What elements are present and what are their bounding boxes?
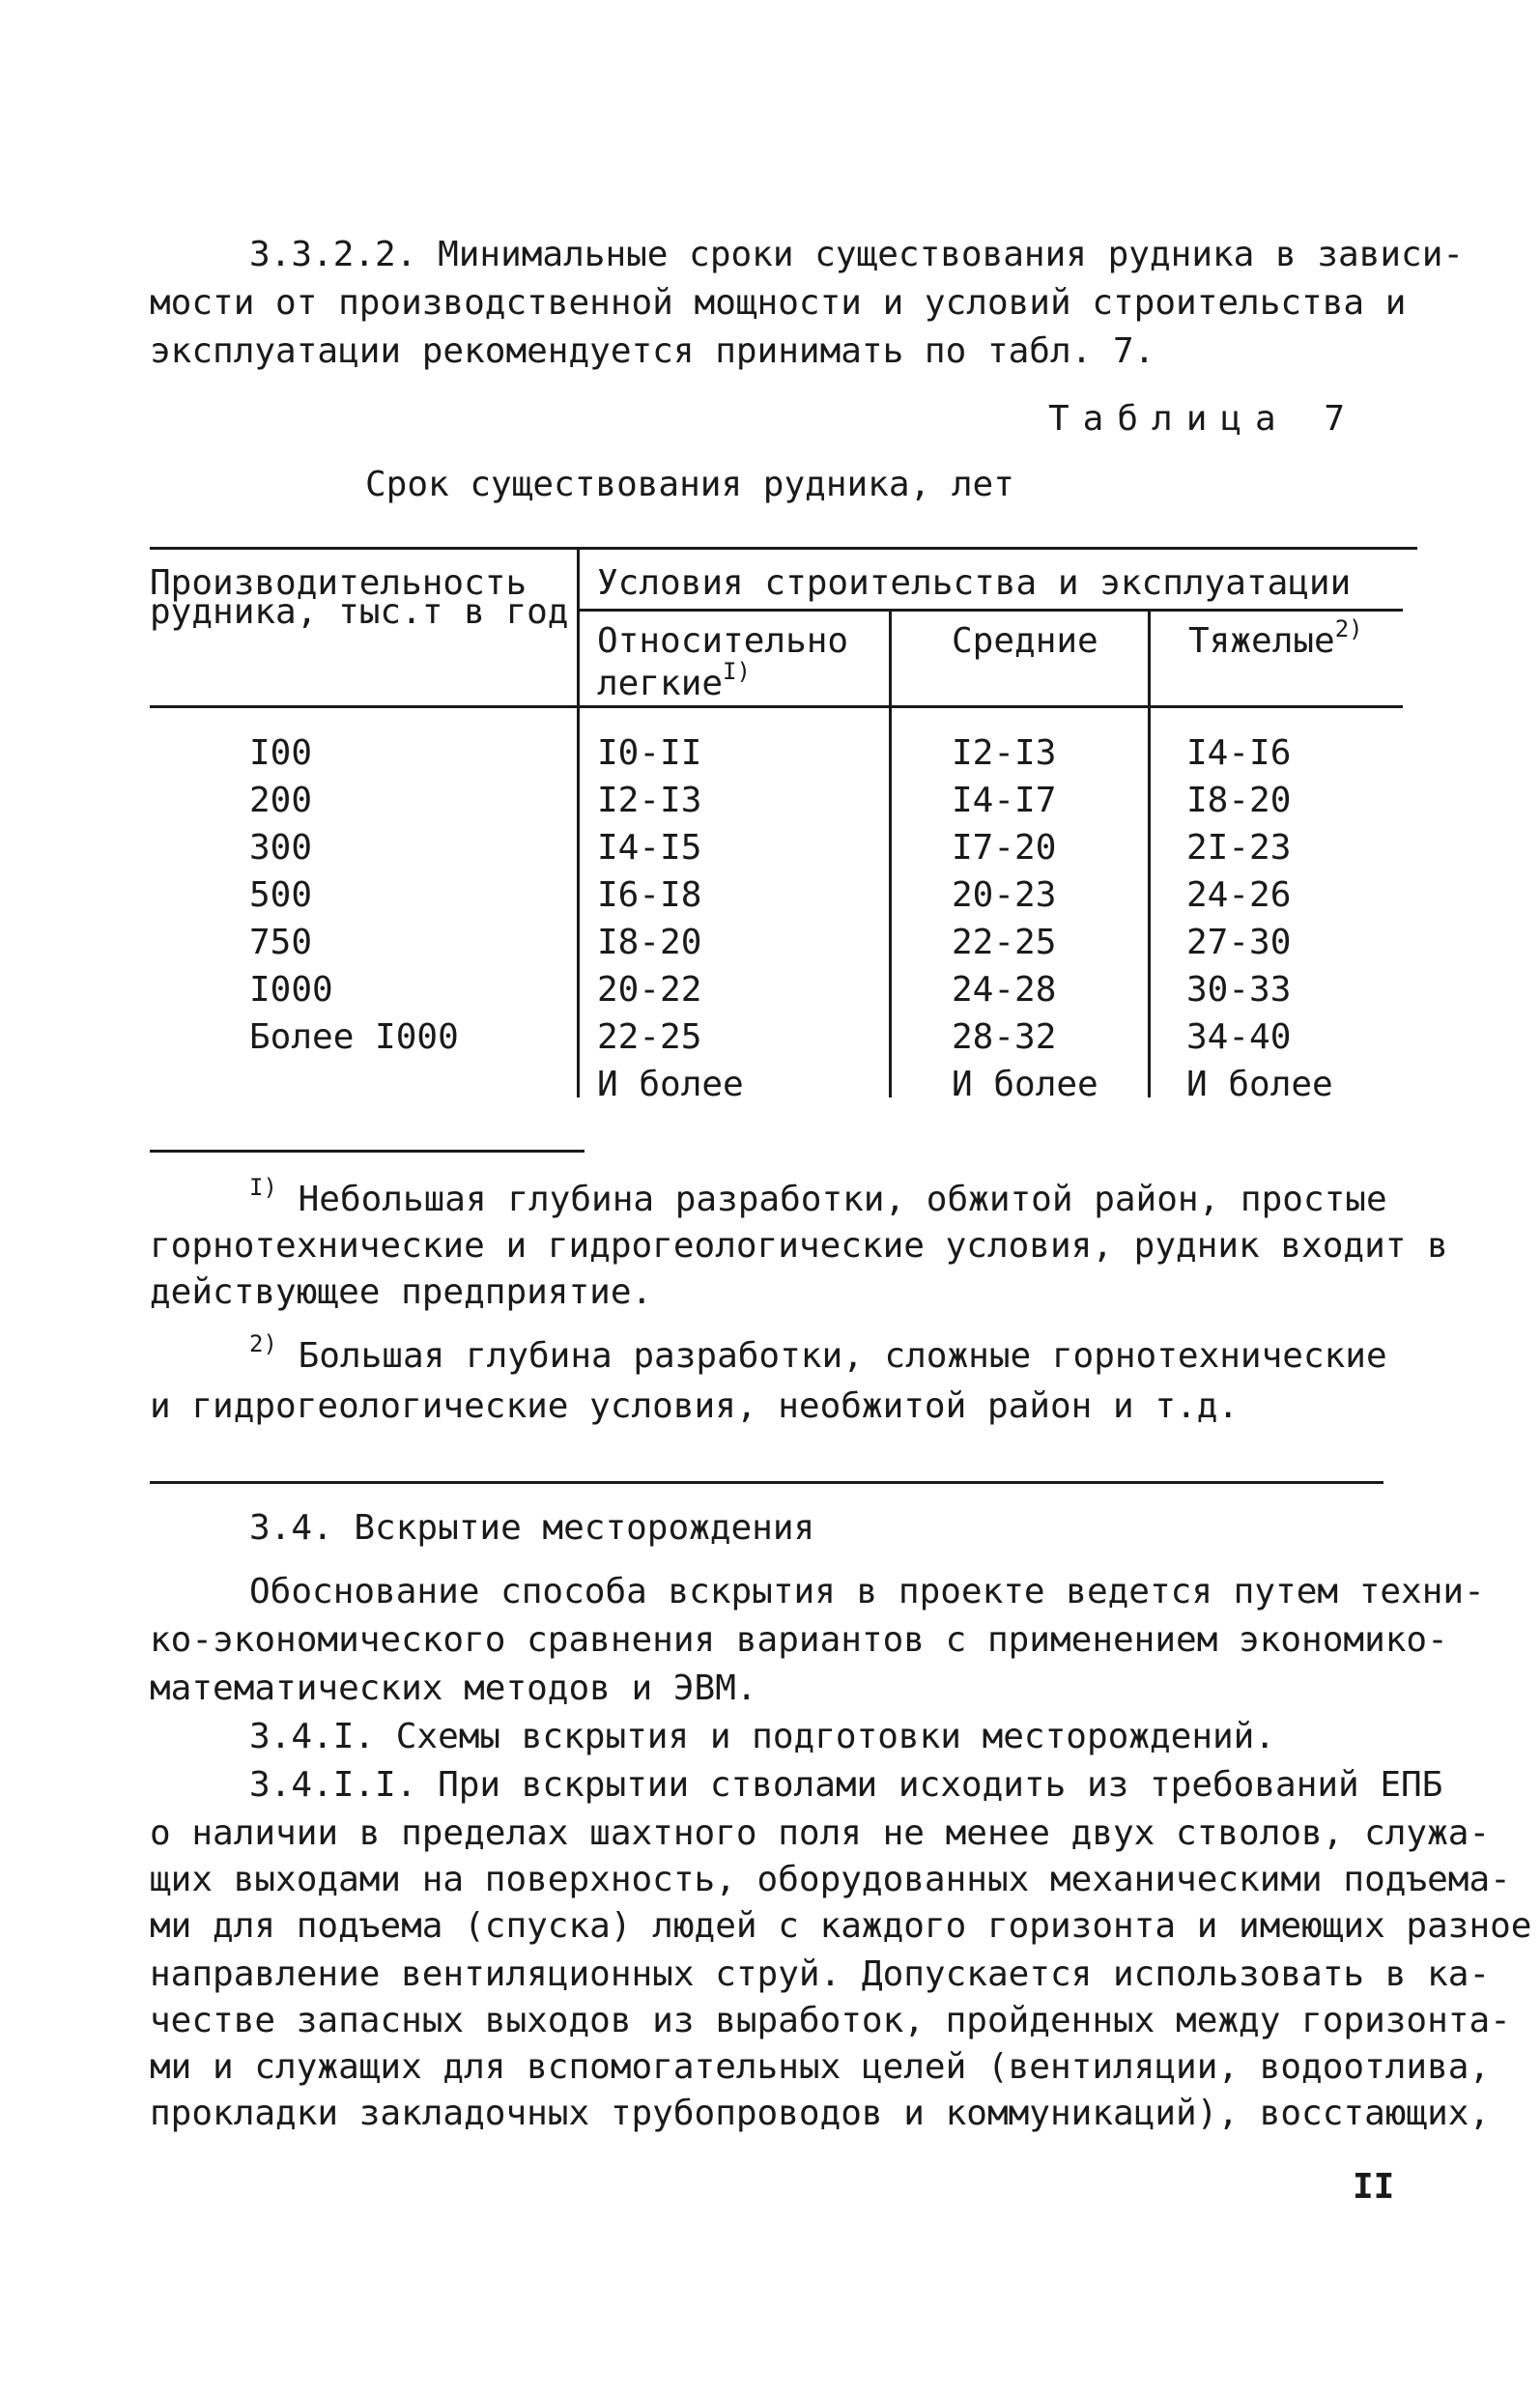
para-341: 3.4.I. Схемы вскрытия и подготовки месторождений. [249, 1717, 1276, 1756]
table-label: Таблица 7 [1048, 399, 1359, 439]
cell-heavy: 2I-23 [1186, 828, 1292, 868]
para-3411-line3: щих выходами на поверхность, оборудованных механическими подъема- [150, 1860, 1511, 1899]
cell-medium: 20-23 [952, 875, 1057, 915]
cell-heavy: I8-20 [1186, 781, 1292, 820]
header-light-line1: Относительно [597, 621, 849, 661]
cell-heavy: 34-40 [1186, 1017, 1292, 1057]
footnote-1-line1: $^{I)}$ Небольшая глубина разработки, обжитой район, простые [249, 1174, 1387, 1219]
page-number: II [1353, 2167, 1395, 2207]
para-3411-line2: о наличии в пределах шахтного поля не менее двух стволов, служа- [150, 1813, 1491, 1853]
cell-heavy: 30-33 [1186, 970, 1292, 1010]
para-34-p1-line3: математических методов и ЭВМ. [150, 1668, 757, 1708]
cell-medium: I7-20 [952, 828, 1057, 868]
cell-light: 20-22 [597, 970, 702, 1010]
para-3411-line8: прокладки закладочных трубопроводов и коммуникаций), восстающих, [150, 2094, 1491, 2133]
table-header-bottom-rule [150, 705, 1403, 708]
footnote-2-line2: и гидрогеологические условия, необжитой район и т.д. [150, 1386, 1240, 1426]
para-3411-line5: направление вентиляционных струй. Допускается использовать в ка- [150, 1954, 1491, 1994]
cell-light: I2-I3 [597, 781, 702, 820]
para-332-line1: 3.3.2.2. Минимальные сроки существования рудника в зависи- [249, 235, 1465, 274]
cell-capacity: 200 [249, 781, 313, 820]
cell-heavy: 24-26 [1186, 875, 1292, 915]
cell-medium: I4-I7 [952, 781, 1057, 820]
table-top-rule [150, 547, 1417, 550]
cell-light: И более [597, 1065, 744, 1104]
para-332-line3: эксплуатации рекомендуется принимать по табл. 7. [150, 331, 1155, 371]
cell-medium: I2-I3 [952, 733, 1057, 773]
cell-capacity: 750 [249, 923, 313, 962]
para-3411-line1: 3.4.I.I. При вскрытии стволами исходить из требований ЕПБ [249, 1765, 1443, 1805]
cell-medium: И более [952, 1065, 1098, 1104]
cell-light: I0-II [597, 733, 702, 773]
table-caption: Срок существования рудника, лет [365, 465, 1014, 504]
para-34-p1-line1: Обоснование способа вскрытия в проекте ведется путем техни- [249, 1572, 1485, 1611]
footnote-ref-1: I) [723, 658, 751, 685]
header-heavy: Тяжелые$^{2)}$ [1188, 615, 1363, 661]
header-capacity-line2: рудника, тыс.т в год [150, 592, 569, 632]
cell-medium: 24-28 [952, 970, 1057, 1010]
cell-medium: 22-25 [952, 923, 1057, 962]
header-light-line2: легкие$^{I)}$ [597, 658, 751, 703]
cell-heavy: 27-30 [1186, 923, 1292, 962]
section-separator [150, 1481, 1383, 1484]
footnote-1-mark: I) [249, 1174, 277, 1201]
footnote-2-mark: 2) [249, 1330, 277, 1357]
cell-heavy: И более [1186, 1065, 1333, 1104]
table-divider-1 [577, 547, 580, 1098]
footnote-ref-2: 2) [1334, 615, 1363, 642]
cell-light: I6-I8 [597, 875, 702, 915]
cell-capacity: 500 [249, 875, 313, 915]
footnote-separator [150, 1150, 585, 1153]
cell-capacity: Более I000 [249, 1017, 459, 1057]
header-conditions-group: Условия строительства и эксплуатации [597, 563, 1352, 603]
footnote-2-line1: $^{2)}$ Большая глубина разработки, сложные горнотехнические [249, 1330, 1387, 1376]
cell-medium: 28-32 [952, 1017, 1057, 1057]
cell-heavy: I4-I6 [1186, 733, 1292, 773]
cell-light: 22-25 [597, 1017, 702, 1057]
para-3411-line6: честве запасных выходов из выработок, пройденных между горизонта- [150, 2001, 1511, 2040]
para-3411-line7: ми и служащих для вспомогательных целей (вентиляции, водоотлива, [150, 2047, 1491, 2087]
cell-light: I4-I5 [597, 828, 702, 868]
para-332-line2: мости от производственной мощности и условий строительства и [150, 283, 1407, 323]
header-capacity-line1: Производительность [150, 563, 528, 603]
cell-capacity: I000 [249, 970, 333, 1010]
para-3411-line4: ми для подъема (спуска) людей с каждого горизонта и имеющих разное [150, 1906, 1532, 1946]
footnote-1-line3: действующее предприятие. [150, 1272, 653, 1312]
cell-capacity: 300 [249, 828, 313, 868]
table-divider-3 [1148, 609, 1151, 1098]
header-medium: Средние [952, 621, 1098, 661]
table-divider-2 [889, 609, 892, 1098]
footnote-1-line2: горнотехнические и гидрогеологические условия, рудник входит в [150, 1226, 1448, 1266]
table-subheader-rule [580, 609, 1403, 612]
para-34-p1-line2: ко-экономического сравнения вариантов с применением экономико- [150, 1620, 1448, 1660]
cell-capacity: I00 [249, 733, 313, 773]
section-34-heading: 3.4. Вскрытие месторождения [249, 1508, 815, 1548]
cell-light: I8-20 [597, 923, 702, 962]
